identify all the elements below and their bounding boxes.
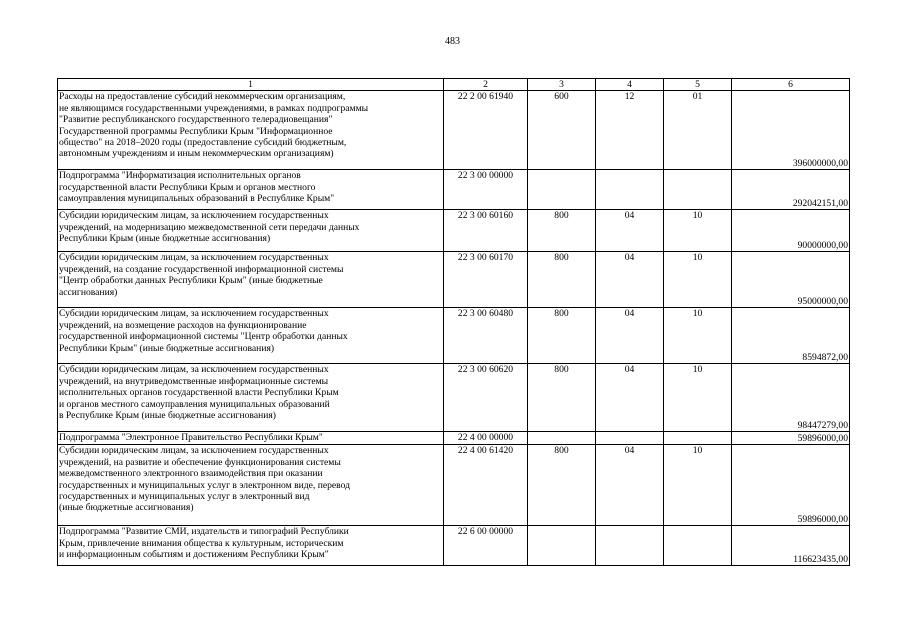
row-amount: 95000000,00 — [732, 252, 850, 308]
budget-table — [57, 78, 850, 566]
row-target-code: 22 4 00 00000 — [444, 432, 528, 445]
row-section — [596, 432, 664, 445]
row-section: 04 — [596, 364, 664, 432]
row-subsection: 10 — [664, 445, 732, 526]
table-header-row — [58, 79, 850, 91]
row-target-code: 22 2 00 61940 — [444, 91, 528, 170]
page-number: 483 — [445, 36, 460, 47]
row-description: Субсидии юридическим лицам, за исключением государственных учреждений, на развитие и обеспечение функционирования системы межведомственного электронного взаимодействия при оказании государственных и муниципальных услуг в электронном виде, перевод государственных и муниципальных услуг в электронный вид (иные бюджетные ассигнования) — [58, 445, 444, 526]
table-row — [58, 308, 850, 364]
row-section: 04 — [596, 308, 664, 364]
row-expense-type: 800 — [528, 445, 596, 526]
row-description: Расходы на предоставление субсидий некоммерческим организациям, не являющимся государственными учреждениями, в рамках подпрограммы "Развитие республиканского государственного телерадиовещания" Государственной программы Республики Крым "Информационное общество" на 2018–2020 годы (предоставление субсидий бюджетным, автономным учреждениям и иным некоммерческим организациям) — [58, 91, 444, 170]
row-description: Субсидии юридическим лицам, за исключением государственных учреждений, на создание государственной информационной системы "Центр обработки данных Республики Крым" (иные бюджетные ассигнования) — [58, 252, 444, 308]
row-expense-type: 600 — [528, 91, 596, 170]
row-amount: 116623435,00 — [732, 526, 850, 566]
row-description: Субсидии юридическим лицам, за исключением государственных учреждений, на внутриведомственные информационные системы исполнительных органов государственной власти Республики Крым и органов местного самоуправления муниципальных образований в Республике Крым (иные бюджетные ассигнования) — [58, 364, 444, 432]
row-target-code: 22 3 00 60480 — [444, 308, 528, 364]
column-header-3: 3 — [528, 79, 596, 91]
row-target-code: 22 3 00 60170 — [444, 252, 528, 308]
row-description: Подпрограмма "Развитие СМИ, издательств и типографий Республики Крым, привлечение внимания общества к культурным, историческим и информационным событиям и достижениям Республики Крым" — [58, 526, 444, 566]
row-amount: 396000000,00 — [732, 91, 850, 170]
row-section — [596, 526, 664, 566]
table-row — [58, 252, 850, 308]
row-description: Субсидии юридическим лицам, за исключением государственных учреждений, на модернизацию межведомственной сети передачи данных Республики Крым (иные бюджетные ассигнования) — [58, 210, 444, 252]
row-subsection: 10 — [664, 210, 732, 252]
row-expense-type: 800 — [528, 308, 596, 364]
row-subsection: 10 — [664, 364, 732, 432]
row-subsection — [664, 170, 732, 210]
row-subsection — [664, 526, 732, 566]
row-section: 12 — [596, 91, 664, 170]
row-amount: 90000000,00 — [732, 210, 850, 252]
row-subsection: 10 — [664, 308, 732, 364]
row-subsection: 01 — [664, 91, 732, 170]
row-section: 04 — [596, 252, 664, 308]
row-target-code: 22 4 00 61420 — [444, 445, 528, 526]
row-subsection — [664, 432, 732, 445]
column-header-2: 2 — [444, 79, 528, 91]
row-description: Подпрограмма "Электронное Правительство Республики Крым" — [58, 432, 444, 445]
row-amount: 59896000,00 — [732, 445, 850, 526]
row-target-code: 22 3 00 60620 — [444, 364, 528, 432]
column-header-1: 1 — [58, 79, 444, 91]
row-expense-type: 800 — [528, 210, 596, 252]
row-section: 04 — [596, 210, 664, 252]
row-section — [596, 170, 664, 210]
row-target-code: 22 6 00 00000 — [444, 526, 528, 566]
row-description: Подпрограмма "Информатизация исполнительных органов государственной власти Республики Крым и органов местного самоуправления муниципальных образований в Республике Крым" — [58, 170, 444, 210]
row-expense-type: 800 — [528, 364, 596, 432]
table-row — [58, 170, 850, 210]
row-amount: 98447279,00 — [732, 364, 850, 432]
row-expense-type: 800 — [528, 252, 596, 308]
column-header-5: 5 — [664, 79, 732, 91]
table-row — [58, 91, 850, 170]
table-row — [58, 210, 850, 252]
table-row — [58, 432, 850, 445]
row-expense-type — [528, 170, 596, 210]
row-target-code: 22 3 00 00000 — [444, 170, 528, 210]
column-header-4: 4 — [596, 79, 664, 91]
row-section: 04 — [596, 445, 664, 526]
row-amount: 59896000,00 — [732, 432, 850, 445]
row-expense-type — [528, 526, 596, 566]
row-amount: 8594872,00 — [732, 308, 850, 364]
row-amount: 292042151,00 — [732, 170, 850, 210]
table-row — [58, 526, 850, 566]
row-description: Субсидии юридическим лицам, за исключением государственных учреждений, на возмещение расходов на функционирование государственной информационной системы "Центр обработки данных Республики Крым" (иные бюджетные ассигнования) — [58, 308, 444, 364]
row-expense-type — [528, 432, 596, 445]
column-header-6: 6 — [732, 79, 850, 91]
table-row — [58, 364, 850, 432]
table-row — [58, 445, 850, 526]
row-subsection: 10 — [664, 252, 732, 308]
row-target-code: 22 3 00 60160 — [444, 210, 528, 252]
